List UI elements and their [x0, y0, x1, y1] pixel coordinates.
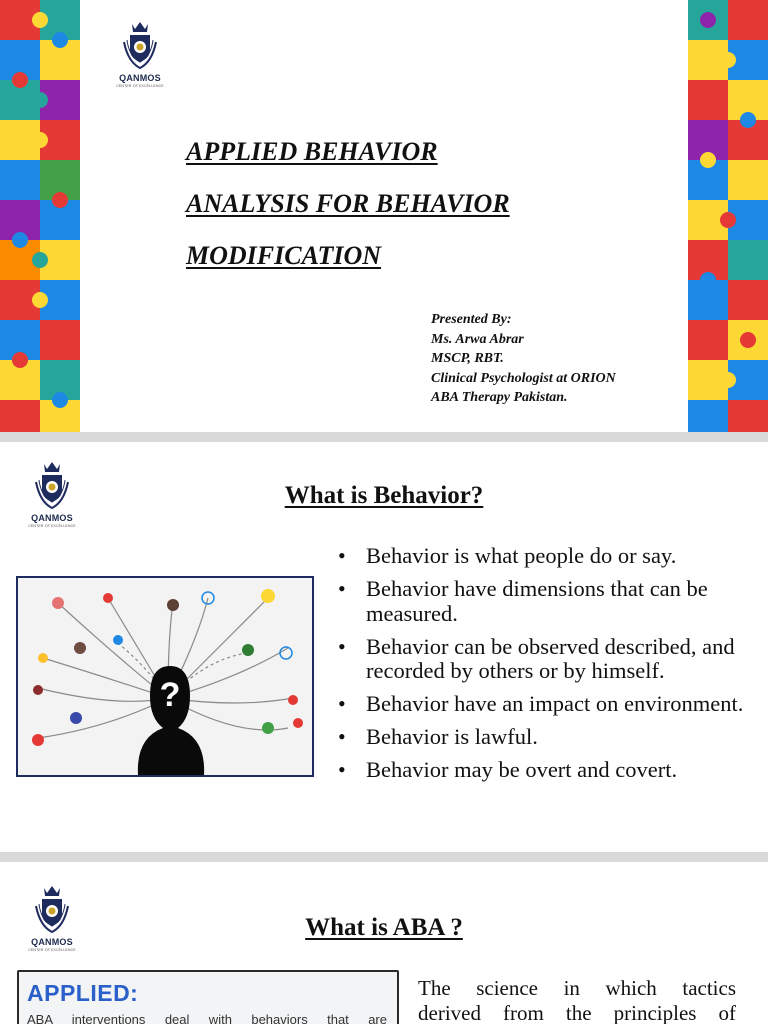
question-mark: ? — [159, 676, 181, 714]
logo-tagline: CENTER OF EXCELLENCE — [28, 524, 76, 528]
aba-definition — [418, 976, 736, 1024]
qanmos-logo — [112, 18, 168, 88]
logo-brand: QANMOS — [31, 937, 73, 947]
logo-brand: QANMOS — [31, 513, 73, 523]
bullet-item: • Behavior is what people do or say. — [338, 544, 748, 569]
bullet-item: • Behavior have dimensions that can be measured. — [338, 577, 748, 626]
crest-icon — [118, 18, 162, 72]
definition-line-1: The science in which tactics — [418, 976, 736, 1000]
title-line-2: ANALYSIS FOR BEHAVIOR — [186, 189, 510, 218]
slide-heading: What is Behavior? — [284, 482, 484, 509]
bullet-item: • Behavior can be observed described, and recorded by others or by himself. — [338, 635, 748, 684]
presenter-info — [431, 310, 681, 408]
bullet-item: • Behavior have an impact on environment. — [338, 692, 748, 717]
applied-card — [17, 970, 399, 1024]
presenter-name: Ms. Arwa Abrar — [431, 331, 524, 347]
behavior-bullet-list — [338, 544, 748, 791]
presenter-label: Presented By: — [431, 312, 512, 327]
applied-card-text: ABA interventions deal with behaviors that are — [27, 1012, 387, 1024]
behavior-image — [18, 578, 312, 775]
behavior-slide — [0, 442, 768, 852]
presenter-credentials: MSCP, RBT. — [431, 351, 504, 366]
applied-card-title: APPLIED: — [27, 980, 139, 1006]
aba-slide — [0, 862, 768, 1024]
title-line-3: MODIFICATION — [186, 241, 382, 270]
puzzle-pattern-left — [0, 0, 80, 432]
puzzle-border-left — [0, 0, 80, 432]
bullet-item: • Behavior may be overt and covert. — [338, 758, 748, 783]
presenter-org: ABA Therapy Pakistan. — [431, 390, 568, 405]
behavior-illustration — [16, 576, 314, 777]
definition-line-2: derived from the principles of — [418, 1001, 736, 1024]
bullet-item: • Behavior is lawful. — [338, 725, 748, 750]
puzzle-pattern-right — [688, 0, 768, 432]
puzzle-border-right — [688, 0, 768, 432]
slide-heading: What is ABA ? — [305, 914, 463, 941]
logo-tagline: CENTER OF EXCELLENCE — [116, 84, 164, 88]
presentation-title — [186, 126, 606, 282]
logo-brand: QANMOS — [119, 73, 161, 83]
title-line-1: APPLIED BEHAVIOR — [186, 137, 438, 166]
title-slide — [0, 0, 768, 432]
presenter-role: Clinical Psychologist at ORION — [431, 370, 616, 386]
logo-tagline: CENTER OF EXCELLENCE — [28, 948, 76, 952]
